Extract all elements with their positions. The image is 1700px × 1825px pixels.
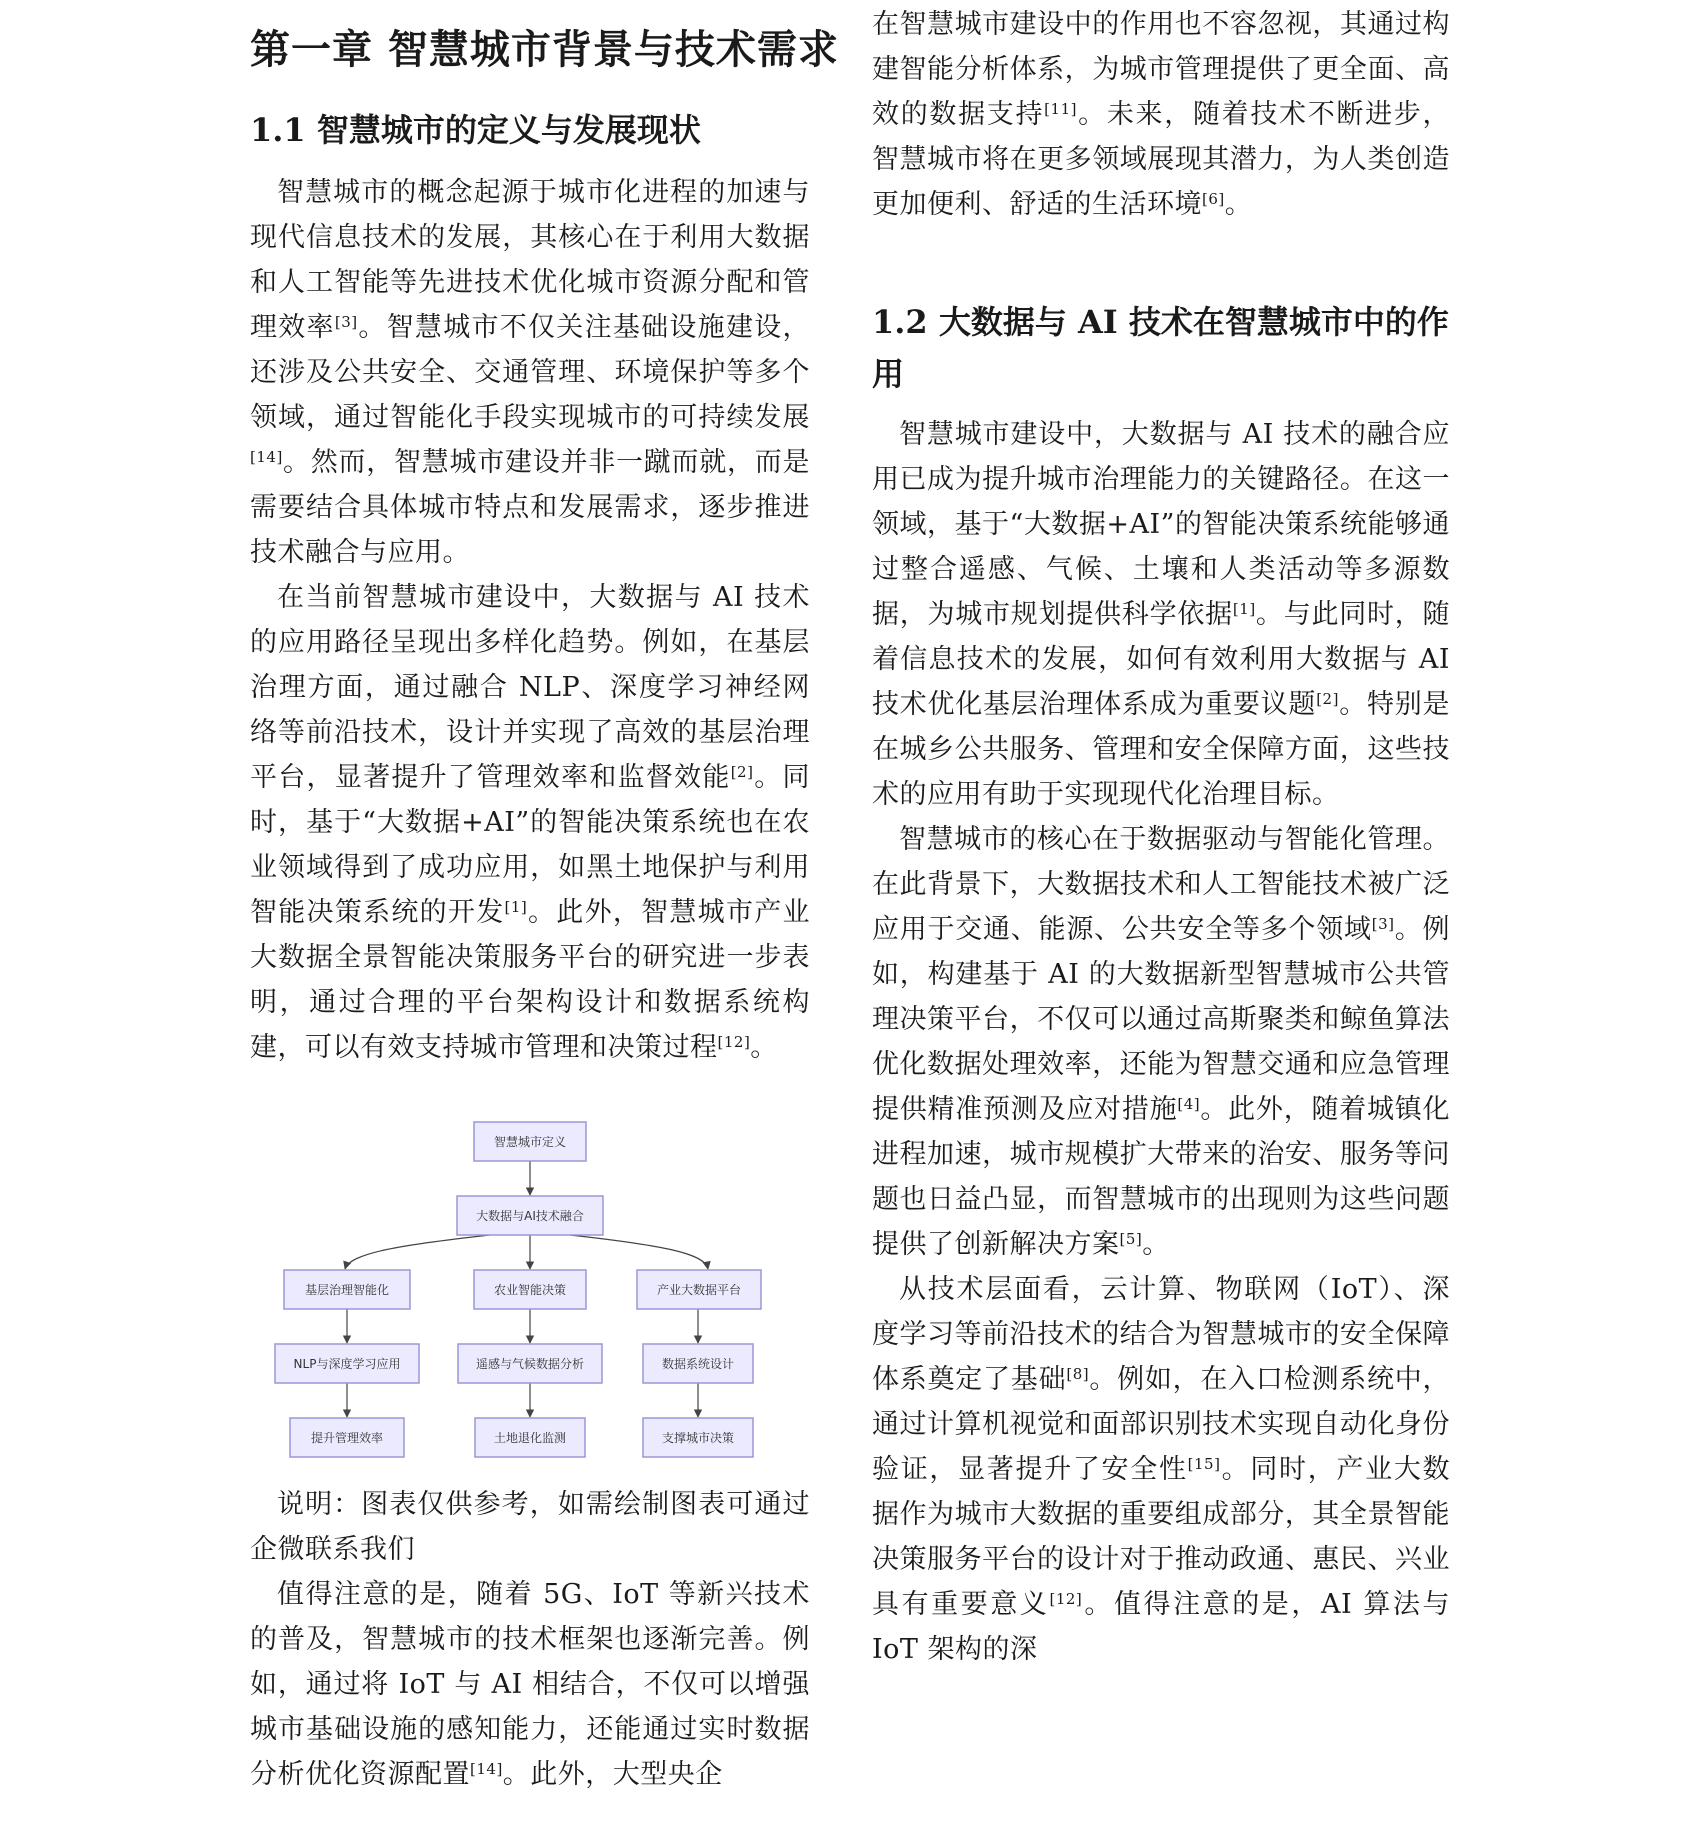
- paragraph: 智慧城市的核心在于数据驱动与智能化管理。在此背景下，大数据技术和人工智能技术被广泛应用于交通、能源、公共安全等多个领域[3]。例如，构建基于 AI 的大数据新型智慧城市公共管理决策平台，不仅可以通过高斯聚类和鲸鱼算法优化数据处理效率，还能为智慧交通和应急管理提供精准预测及应对措施[4]。此外，随着城镇化进程加速，城市规模扩大带来的治安、服务等问题也日益凸显，而智慧城市的出现则为这些问题提供了创新解决方案[5]。: [872, 824, 1451, 1260]
- figure-caption: 说明：图表仅供参考，如需绘制图表可通过企微联系我们: [250, 1489, 810, 1565]
- citation: [3]: [1371, 915, 1395, 933]
- node-branch-1-level-2: [275, 1344, 419, 1383]
- flowchart-diagram: [250, 1115, 810, 1495]
- node-branch-3-level-2: [643, 1344, 753, 1383]
- svg-text:数据系统设计: 数据系统设计: [661, 1357, 735, 1371]
- edge-hub-branch-3: [570, 1235, 708, 1269]
- citation: [2]: [730, 763, 754, 781]
- citation: [4]: [1177, 1095, 1201, 1113]
- section-1-1-body: [250, 170, 810, 1070]
- svg-text:土地退化监测: 土地退化监测: [493, 1431, 567, 1445]
- node-branch-1: [284, 1270, 410, 1309]
- svg-text:提升管理效率: 提升管理效率: [310, 1431, 384, 1445]
- node-branch-1-level-3: [290, 1418, 404, 1457]
- paragraph: 智慧城市建设中，大数据与 AI 技术的融合应用已成为提升城市治理能力的关键路径。在这一领域，基于“大数据+AI”的智能决策系统能够通过整合遥感、气候、土壤和人类活动等多源数据，为城市规划提供科学依据[1]。与此同时，随着信息技术的发展，如何有效利用大数据与 AI 技术优化基层治理体系成为重要议题[2]。特别是在城乡公共服务、管理和安全保障方面，这些技术的应用有助于实现现代化治理目标。: [872, 419, 1451, 810]
- edge-hub-branch-1: [345, 1235, 490, 1269]
- citation: [6]: [1202, 190, 1225, 208]
- paragraph: 值得注意的是，随着 5G、IoT 等新兴技术的普及，智慧城市的技术框架也逐渐完善。例如，通过将 IoT 与 AI 相结合，不仅可以增强城市基础设施的感知能力，还能通过实时数据分析优化资源配置[14]。此外，大型央企: [250, 1579, 810, 1790]
- node-branch-2-level-2: [458, 1344, 602, 1383]
- paragraph: 智慧城市的概念起源于城市化进程的加速与现代信息技术的发展，其核心在于利用大数据和人工智能等先进技术优化城市资源分配和管理效率[3]。智慧城市不仅关注基础设施建设，还涉及公共安全、交通管理、环境保护等多个领域，通过智能化手段实现城市的可持续发展[14]。然而，智慧城市建设并非一蹴而就，而是需要结合具体城市特点和发展需求，逐步推进技术融合与应用。: [250, 177, 811, 568]
- section-1-1-title: 1.1 智慧城市的定义与发展现状: [250, 111, 701, 149]
- svg-text:农业智能决策: 农业智能决策: [493, 1283, 567, 1297]
- citation: [12]: [1049, 1590, 1083, 1608]
- node-hub: [457, 1196, 603, 1235]
- citation: [12]: [717, 1033, 751, 1051]
- citation: [14]: [470, 1760, 503, 1778]
- citation: [5]: [1119, 1230, 1143, 1248]
- citation: [15]: [1187, 1455, 1221, 1473]
- node-branch-2: [474, 1270, 586, 1309]
- node-branch-3-level-3: [643, 1418, 753, 1457]
- citation: [14]: [250, 448, 283, 466]
- svg-text:基层治理智能化: 基层治理智能化: [304, 1283, 390, 1297]
- citation: [1]: [504, 898, 528, 916]
- svg-text:NLP与深度学习应用: NLP与深度学习应用: [293, 1357, 401, 1371]
- svg-text:产业大数据平台: 产业大数据平台: [656, 1283, 742, 1297]
- citation: [1]: [1232, 600, 1256, 618]
- paragraph: 从技术层面看，云计算、物联网（IoT）、深度学习等前沿技术的结合为智慧城市的安全保障体系奠定了基础[8]。例如，在入口检测系统中，通过计算机视觉和面部识别技术实现自动化身份验证，显著提升了安全性[15]。同时，产业大数据作为城市大数据的重要组成部分，其全景智能决策服务平台的设计对于推动政通、惠民、兴业具有重要意义[12]。值得注意的是，AI 算法与 IoT 架构的深: [872, 1274, 1451, 1665]
- citation: [3]: [334, 313, 358, 331]
- citation: [8]: [1066, 1365, 1090, 1383]
- svg-text:智慧城市定义: 智慧城市定义: [493, 1135, 567, 1149]
- section-1-2-title: 1.2 大数据与 AI 技术在智慧城市中的作用: [872, 303, 1449, 393]
- paragraph-continuation: 在智慧城市建设中的作用也不容忽视，其通过构建智能分析体系，为城市管理提供了更全面、高效的数据支持[11]。未来，随着技术不断进步，智慧城市将在更多领域展现其潜力，为人类创造更加便利、舒适的生活环境[6]。: [872, 9, 1451, 220]
- section-1-2-body: [872, 412, 1450, 1672]
- node-root: [474, 1122, 586, 1161]
- svg-text:大数据与AI技术融合: 大数据与AI技术融合: [476, 1209, 584, 1223]
- paragraph: 在当前智慧城市建设中，大数据与 AI 技术的应用路径呈现出多样化趋势。例如，在基层治理方面，通过融合 NLP、深度学习神经网络等前沿技术，设计并实现了高效的基层治理平台，显著提升了管理效率和监督效能[2]。同时，基于“大数据+AI”的智能决策系统也在农业领域得到了成功应用，如黑土地保护与利用智能决策系统的开发[1]。此外，智慧城市产业大数据全景智能决策服务平台的研究进一步表明，通过合理的平台架构设计和数据系统构建，可以有效支持城市管理和决策过程[12]。: [250, 582, 811, 1063]
- svg-text:支撑城市决策: 支撑城市决策: [661, 1431, 735, 1445]
- citation: [11]: [1044, 100, 1077, 118]
- chapter-title: 第一章 智慧城市背景与技术需求: [250, 26, 839, 73]
- citation: [2]: [1316, 690, 1339, 708]
- svg-text:遥感与气候数据分析: 遥感与气候数据分析: [475, 1357, 585, 1371]
- node-branch-2-level-3: [475, 1418, 585, 1457]
- node-branch-3: [637, 1270, 761, 1309]
